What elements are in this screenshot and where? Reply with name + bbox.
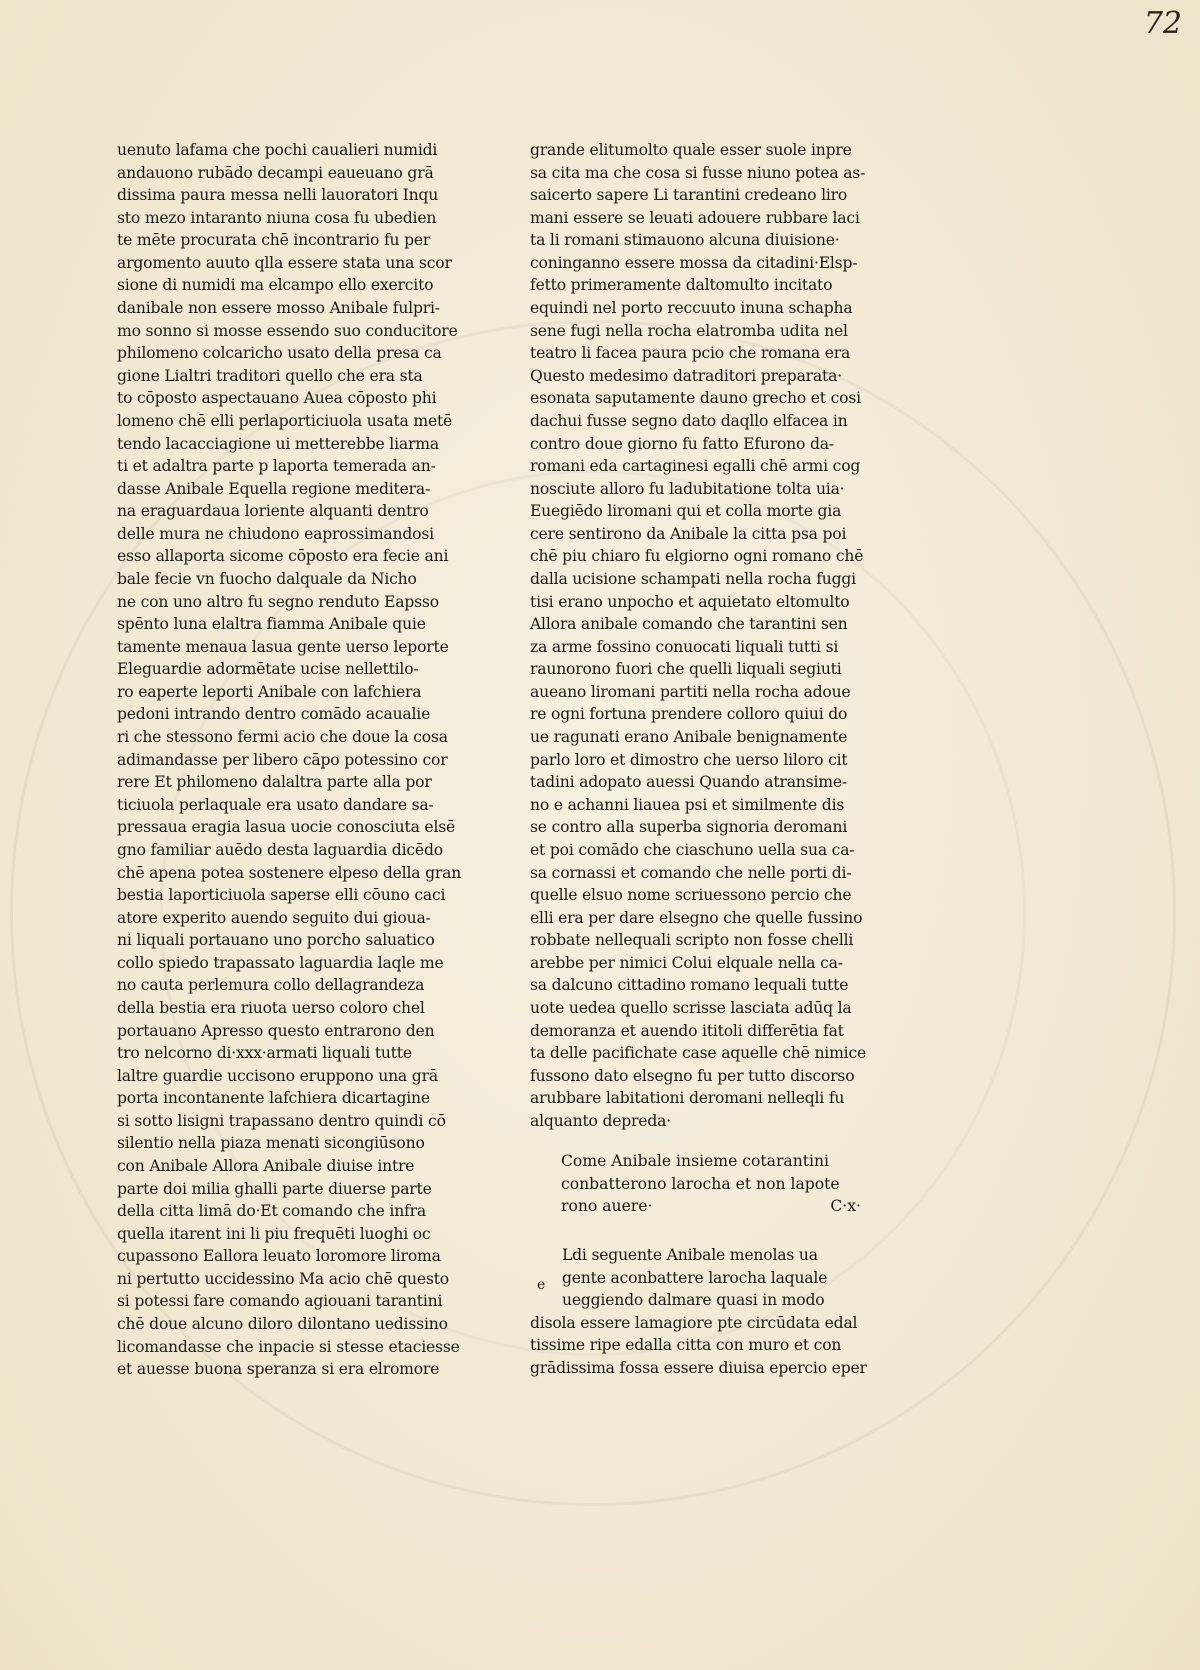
text-line: Questo medesimo datraditori preparata· [530,366,842,385]
text-line: esso allaporta sicome cōposto era fecie ani [117,547,449,566]
text-line: tadini adopato auessi Quando atransime- [530,773,847,792]
chapter-number: C·x· [830,1197,861,1216]
text-line: andauono rubādo decampi eaueuano grā [117,163,434,182]
text-line: si potessi fare comando agiouani tarantini [117,1292,443,1311]
text-line: gione Lialtri traditori quello che era sta [117,366,423,385]
text-line: atore experito auendo seguito dui gioua- [117,908,431,927]
text-line: chē doue alcuno diloro dilontano uedissino [117,1315,448,1334]
text-line: dachui fusse segno dato daqllo elfacea in [530,411,848,430]
text-line: chē piu chiaro fu elgiorno ogni romano chē [530,547,864,566]
text-line: Ldi seguente Anibale menolas ua [562,1246,818,1264]
text-line: sa cornassi et comando che nelle porti di- [530,863,852,882]
text-line: ri che stessono fermi acio che doue la cosa [117,728,448,747]
text-line: licomandasse che inpacie si stesse etaciesse [117,1337,460,1356]
text-line: sa cita ma che cosa si fusse niuno potea as- [530,163,866,182]
text-line: to cōposto aspectauano Auea cōposto phi [117,389,437,408]
text-line: argomento auuto qlla essere stata una scor [117,253,452,272]
text-line: ta delle pacifichate case aquelle chē nimice [530,1044,867,1063]
text-line: uenuto lafama che pochi caualieri numidi [117,141,438,159]
text-line: si sotto lisigni trapassano dentro quindi cō [117,1111,446,1130]
text-line: sa dalcuno cittadino romano lequali tutte [530,976,849,995]
text-line: philomeno colcaricho usato della presa ca [117,344,442,363]
text-line: ueggiendo dalmare quasi in modo [562,1291,825,1310]
text-line: collo spiedo trapassato laguardia laqle me [117,953,444,972]
text-line: adimandasse per libero cāpo potessino cor [117,750,448,769]
text-line: tisi erano unpocho et aquietato eltomulto [530,592,850,611]
text-line: pedoni intrando dentro comādo acaualie [117,705,431,724]
text-line: demoranza et auendo ititoli differētia fat [530,1021,844,1040]
text-line: cupassono Eallora leuato loromore liroma [117,1247,441,1266]
rubric-line: conbatterono larocha et non lapote [561,1174,840,1193]
text-line: spēnto luna elaltra fiamma Anibale quie [117,615,426,634]
text-line: portauano Apresso questo entrarono den [117,1021,435,1040]
text-line: ta li romani stimauono alcuna diuisione· [530,231,840,250]
text-line: tendo lacacciagione ui metterebbe liarma [117,434,439,453]
text-line: bestia laporticiuola saperse elli cōuno caci [117,886,446,905]
text-line: rere Et philomeno dalaltra parte alla por [117,773,432,792]
text-line: delle mura ne chiudono eaprossimandosi [117,524,434,543]
left-column [117,139,462,1381]
text-line: za arme fossino conuocati liquali tutti si [530,637,839,656]
text-line: mani essere se leuati adouere rubbare laci [530,208,860,227]
text-line: grande elitumolto quale esser suole inpre [530,141,852,159]
rubric-line: Come Anibale insieme cotarantini [561,1152,830,1170]
text-line: porta incontanente lafchiera dicartagine [117,1089,430,1108]
text-line: no cauta perlemura collo dellagrandeza [117,976,425,995]
text-line: uote uedea quello scrisse lasciata adūq la [530,998,852,1017]
text-line: silentio nella piaza menati sicongiūsono [117,1134,425,1153]
text-line: no e achanni liauea psi et similmente dis [530,795,845,814]
text-line: ni liquali portauano uno porcho saluatico [117,931,435,950]
text-line: teatro li facea paura pcio che romana era [530,344,851,363]
text-line: gente aconbattere larocha laquale [562,1268,828,1287]
text-line: esonata saputamente dauno grecho et cosi [530,389,861,408]
text-line: Allora anibale comando che tarantini sen [530,615,848,634]
text-line: quelle elsuo nome scriuessono percio che [530,886,852,905]
text-line: grādissima fossa essere diuisa epercio eper [530,1358,867,1377]
text-line: mo sonno si mosse essendo suo conducitore [117,321,458,340]
text-line: ti et adaltra parte p laporta temerada an- [117,457,436,476]
rubric-last-line [561,1195,861,1218]
text-line: bale fecie vn fuocho dalquale da Nicho [117,569,417,588]
text-line: dalla ucisione schampati nella rocha fuggi [530,569,856,588]
text-line: chē apena potea sostenere elpeso della gran [117,863,462,882]
text-line: elli era per dare elsegno che quelle fussino [530,908,863,927]
chapter-text [530,1244,866,1379]
text-line: quella itarent ini li piu frequēti luoghi oc [117,1224,431,1243]
text-line: con Anibale Allora Anibale diuise intre [117,1157,415,1176]
text-line: te mēte procurata chē incontrario fu per [117,231,431,250]
text-line: sene fugi nella rocha elatromba udita nel [530,321,848,340]
text-line: parlo loro et dimostro che uerso liloro cit [530,750,848,769]
text-line: danibale non essere mosso Anibale fulpri- [117,299,440,318]
text-line: tamente menaua lasua gente uerso leporte [117,637,449,656]
folio-number: 72 [1143,6,1182,41]
text-line: lomeno chē elli perlaporticiuola usata metē [117,411,453,430]
text-line: ro eaperte leporti Anibale con lafchiera [117,682,422,701]
text-line: ue ragunati erano Anibale benignamente [530,728,848,747]
text-line: della citta limā do·Et comando che infra [117,1202,426,1221]
text-line: re ogni fortuna prendere colloro quiui do [530,705,848,724]
text-line: pressaua eragia lasua uocie conosciuta elsē [117,818,456,837]
text-line: equindi nel porto reccuuto inuna schapha [530,299,853,318]
text-line: romani eda cartaginesi egalli chē armi cog [530,457,861,476]
text-line: dissima paura messa nelli lauoratori Inqu [117,186,439,205]
text-line: na eraguardaua loriente alquanti dentro [117,502,429,521]
text-line: disola essere lamagiore pte circūdata edal [530,1313,858,1332]
text-line: laltre guardie uccisono eruppono una grā [117,1066,438,1085]
text-line: coninganno essere mossa da citadini·Elsp- [530,253,858,272]
guide-letter: e [537,1277,546,1293]
text-line: sione di numidi ma elcampo ello exercito [117,276,434,295]
rubric-line-end: rono auere· [561,1197,653,1216]
text-line: se contro alla superba signoria deromani [530,818,848,837]
text-line: Euegiēdo liromani qui et colla morte gia [530,502,842,521]
right-column [530,139,866,1132]
text-line: fetto primeramente daltomulto incitato [530,276,833,295]
text-line: fussono dato elsegno fu per tutto discorso [530,1066,855,1085]
text-line: ni pertutto uccidessino Ma acio chē questo [117,1269,449,1288]
chapter-rubric [561,1150,861,1218]
text-line: et auesse buona speranza si era elromore [117,1360,440,1379]
text-line: alquanto depreda· [530,1111,671,1130]
text-line: dasse Anibale Equella regione meditera- [117,479,431,498]
text-line: tro nelcorno di·xxx·armati liquali tutte [117,1044,412,1063]
text-line: contro doue giorno fu fatto Efurono da- [530,434,834,453]
text-line: aueano liromani partiti nella rocha adoue [530,682,851,701]
text-line: Eleguardie adormētate ucise nellettilo- [117,660,419,679]
text-line: della bestia era riuota uerso coloro chel [117,998,425,1017]
text-line: arubbare labitationi deromani nelleqli fu [530,1089,845,1108]
text-line: cere sentirono da Anibale la citta psa poi [530,524,847,543]
text-line: gno familiar auēdo desta laguardia dicēdo [117,840,443,859]
text-line: raunorono fuori che quelli liquali segiuti [530,660,842,679]
text-line: saicerto sapere Li tarantini credeano liro [530,186,848,205]
text-line: ticiuola perlaquale era usato dandare sa- [117,795,434,814]
text-line: arebbe per nimici Colui elquale nella ca- [530,953,843,972]
text-line: tissime ripe edalla citta con muro et con [530,1336,842,1355]
text-line: parte doi milia ghalli parte diuerse parte [117,1179,432,1198]
text-line: robbate nellequali scripto non fosse chelli [530,931,854,950]
text-line: nosciute alloro fu ladubitatione tolta uia· [530,479,845,498]
text-line: ne con uno altro fu segno renduto Eapsso [117,592,439,611]
text-line: sto mezo intaranto niuna cosa fu ubedien [117,208,437,227]
text-line: et poi comādo che ciaschuno uella sua ca- [530,840,855,859]
